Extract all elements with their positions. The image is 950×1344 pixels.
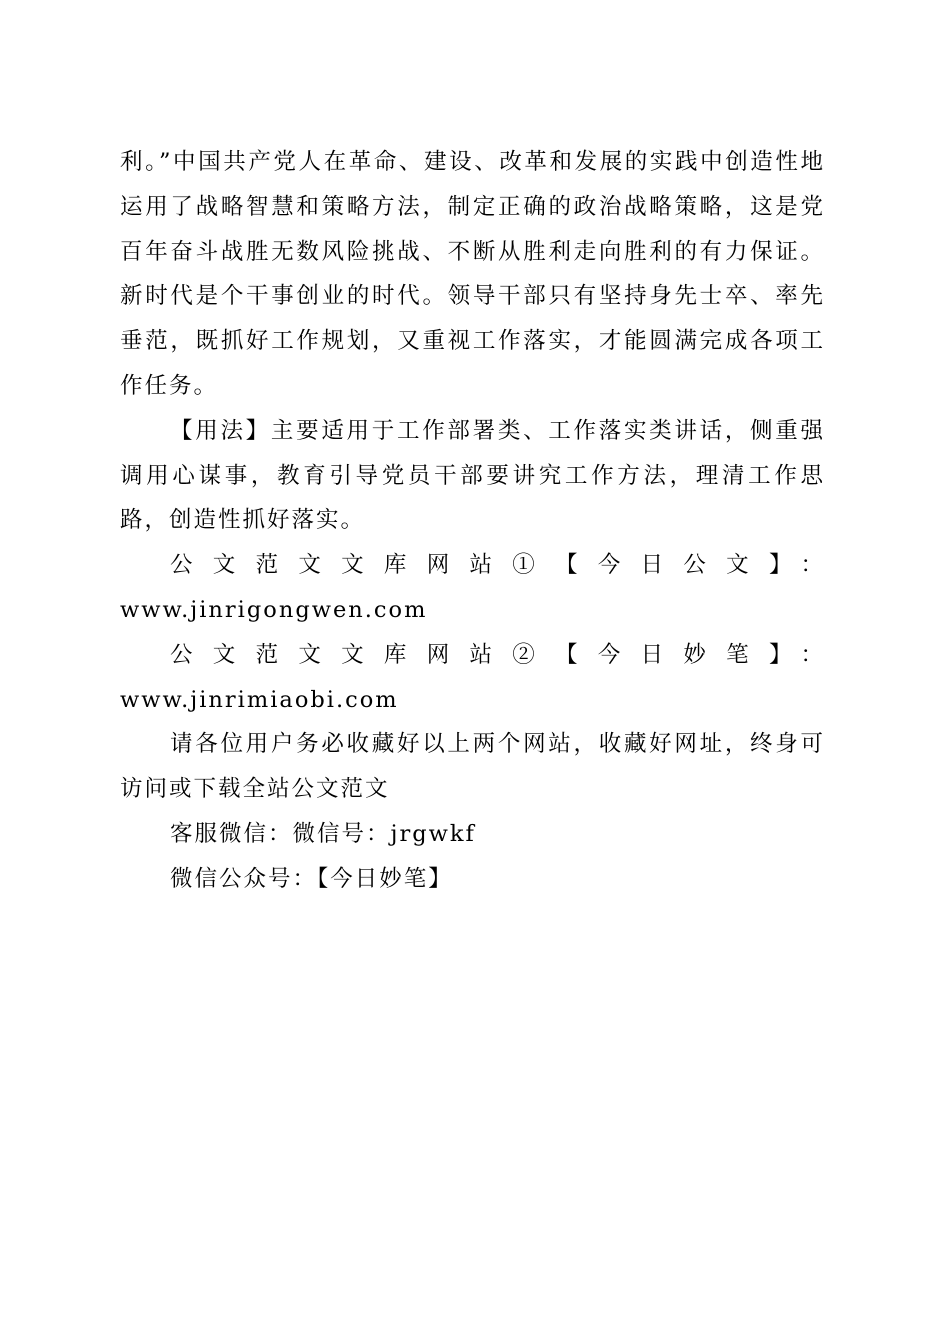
notice-paragraph: 请各位用户务必收藏好以上两个网站，收藏好网址，终身可访问或下载全站公文范文 (120, 731, 825, 803)
site-1-label: 公文范文文库网站①【今日公文】： (170, 552, 825, 579)
site-1-block (120, 543, 825, 633)
body-paragraph: 利。”中国共产党人在革命、建设、改革和发展的实践中创造性地运用了战略智慧和策略方法，制定正确的政治战略策略，这是党百年奋斗战胜无数风险挑战、不断从胜利走向胜利的有力保证。新时代是个干事创业的时代。领导干部只有坚持身先士卒、率先垂范，既抓好工作规划，又重视工作落实，才能圆满完成各项工作任务。 (120, 149, 825, 399)
wechat-service-line: 客服微信：微信号：jrgwkf (170, 820, 476, 847)
usage-paragraph: 【用法】主要适用于工作部署类、工作落实类讲话，侧重强调用心谋事，教育引导党员干部要讲究工作方法，理清工作思路，创造性抓好落实。 (120, 417, 825, 534)
document-body (120, 140, 825, 902)
site-2-line: 公文范文文库网站②【今日妙笔】：www.jinrimiaobi.com (120, 641, 825, 713)
site-1-url: www.jinrigongwen.com (120, 596, 428, 623)
wechat-official-line: 微信公众号：【今日妙笔】 (170, 865, 453, 892)
